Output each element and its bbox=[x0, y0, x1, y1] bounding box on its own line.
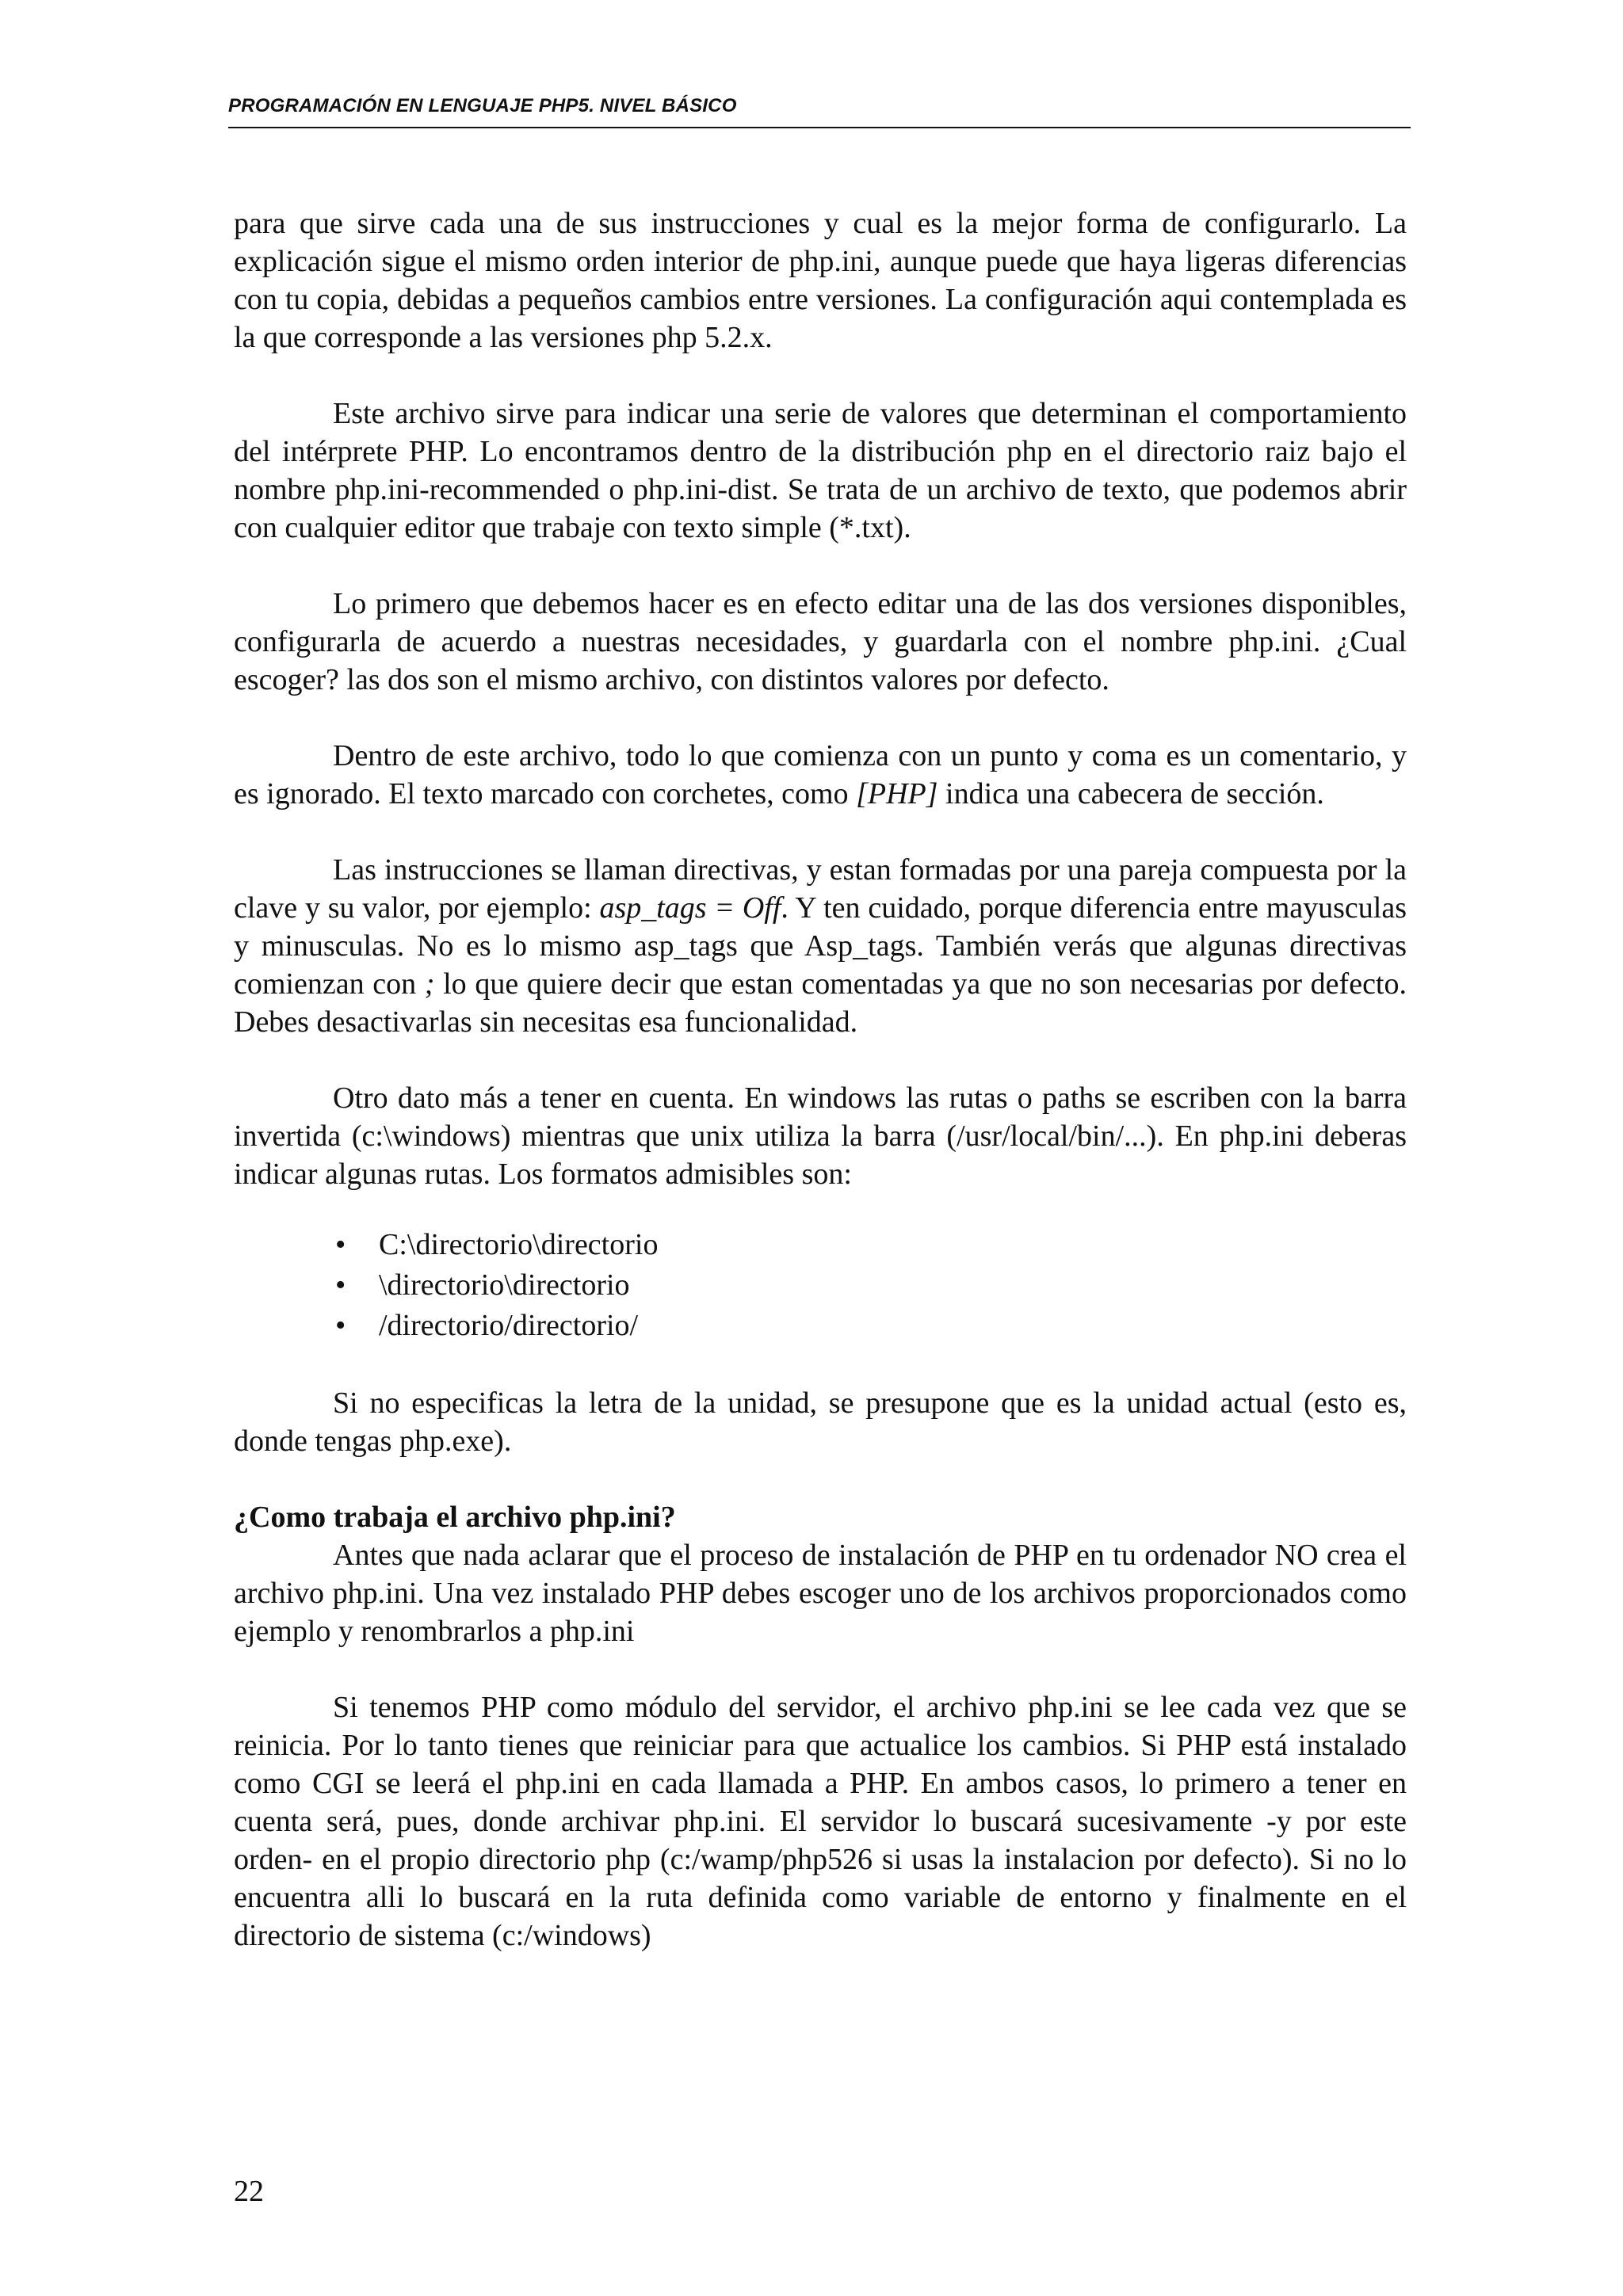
list-item bbox=[234, 1265, 1407, 1306]
italic-example-directive: asp_tags = Off bbox=[599, 891, 781, 925]
list-item-text: C:\directorio\directorio bbox=[379, 1228, 659, 1261]
text-span: lo que quiere decir que estan comentadas ya que no son necesarias por defecto. Debes desactivarlas sin necesitas esa funcionalidad. bbox=[234, 967, 1407, 1039]
paragraph-drive-letter: Si no especificas la letra de la unidad, se presupone que es la unidad actual (esto es, donde tengas php.exe). bbox=[234, 1386, 1407, 1458]
paragraph-installation: Antes que nada aclarar que el proceso de instalación de PHP en tu ordenador NO crea el archivo php.ini. Una vez instalado PHP debes escoger uno de los archivos proporcionados como ejemplo y renombrarlos a php.ini bbox=[234, 1539, 1407, 1648]
bullet-icon: • bbox=[335, 1268, 346, 1302]
bullet-icon: • bbox=[335, 1309, 346, 1342]
paragraph-archivo-description: Este archivo sirve para indicar una serie de valores que determinan el comportamiento del intérprete PHP. Lo encontramos dentro de la distribución php en el directorio raiz bajo el nombre php.ini-recommended o php.ini-dist. Se trata de un archivo de texto, que podemos abrir con cualquier editor que trabaje con texto simple (*.txt). bbox=[234, 397, 1407, 544]
paragraph-comments bbox=[234, 737, 1407, 813]
paragraph-directives bbox=[234, 851, 1407, 1041]
paragraph-intro-continuation: para que sirve cada una de sus instrucciones y cual es la mejor forma de configurarlo. La explicación sigue el mismo orden interior de php.ini, aunque puede que haya ligeras diferencias con tu copia, debidas a pequeños cambios entre versiones. La configuración aqui contemplada es la que corresponde a las versiones php 5.2.x. bbox=[234, 207, 1407, 354]
bullet-icon: • bbox=[335, 1228, 346, 1261]
text-span: . Y ten cuidado, porque diferencia entre mayusculas y minusculas. No es lo mismo asp_tags que Asp_tags. También verás que algunas directivas comienzan con bbox=[234, 891, 1407, 1001]
section-heading: ¿Como trabaja el archivo php.ini? bbox=[234, 1501, 676, 1534]
paragraph-edit-version: Lo primero que debemos hacer es en efecto editar una de las dos versiones disponibles, configurarla de acuerdo a nuestras necesidades, y guardarla con el nombre php.ini. ¿Cual escoger? las dos son el mismo archivo, con distintos valores por defecto. bbox=[234, 587, 1407, 696]
path-format-list bbox=[234, 1225, 1407, 1346]
italic-semicolon: ; bbox=[424, 967, 435, 1001]
list-item-text: /directorio/directorio/ bbox=[379, 1309, 639, 1342]
italic-term-php-section: [PHP] bbox=[856, 777, 938, 810]
text-span: Las instrucciones se llaman directivas, y estan formadas por una pareja compuesta por la clave y su valor, por ejemplo: bbox=[234, 853, 1407, 925]
text-span: Dentro de este archivo, todo lo que comienza con un punto y coma es un comentario, y es ignorado. El texto marcado con corchetes, como bbox=[234, 739, 1407, 810]
page-number: 22 bbox=[234, 2175, 264, 2208]
paragraph-server-module: Si tenemos PHP como módulo del servidor, el archivo php.ini se lee cada vez que se reinicia. Por lo tanto tienes que reiniciar para que actualice los cambios. Si PHP está instalado como CGI se leerá el php.ini en cada llamada a PHP. En ambos casos, lo primero a tener en cuenta será, pues, donde archivar php.ini. El servidor lo buscará sucesivamente -y por este orden- en el propio directorio php (c:/wamp/php526 si usas la instalacion por defecto). Si no lo encuentra alli lo buscará en la ruta definida como variable de entorno y finalmente en el directorio de sistema (c:/windows) bbox=[234, 1691, 1407, 1952]
paragraph-paths: Otro dato más a tener en cuenta. En windows las rutas o paths se escriben con la barra invertida (c:\windows) mientras que unix utiliza la barra (/usr/local/bin/...). En php.ini deberas indicar algunas rutas. Los formatos admisibles son: bbox=[234, 1081, 1407, 1191]
page-body bbox=[234, 204, 1407, 1993]
list-item-text: \directorio\directorio bbox=[379, 1268, 630, 1302]
list-item bbox=[234, 1225, 1407, 1265]
running-header: PROGRAMACIÓN EN LENGUAJE PHP5. NIVEL BÁSICO bbox=[228, 95, 1411, 128]
list-item bbox=[234, 1306, 1407, 1346]
text-span: indica una cabecera de sección. bbox=[938, 777, 1324, 810]
